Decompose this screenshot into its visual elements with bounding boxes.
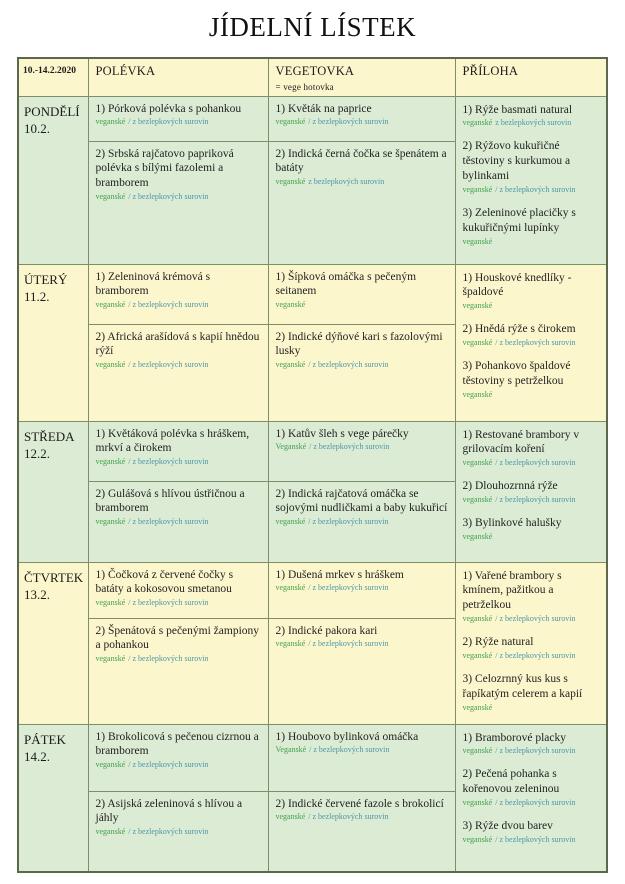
vegan-tag: veganské: [462, 237, 493, 247]
side-item: [463, 359, 602, 400]
dish-name: 2) Rýžovo kukuřičné těstoviny s kurkumou a bylinkami: [462, 140, 571, 183]
soup-2-cell: [88, 791, 268, 872]
side-item: [463, 206, 602, 247]
gluten-free-tag: / z bezlepkových surovin: [309, 745, 390, 755]
vegan-tag: veganské: [95, 827, 126, 837]
vegan-tag: Veganské: [275, 745, 307, 755]
vegan-tag: veganské: [462, 746, 493, 756]
side-item: [463, 139, 602, 195]
dish-name: 1) Květáková polévka s hráškem, mrkví a čirokem: [95, 427, 250, 455]
dish-tags: [463, 835, 602, 845]
dish-name: 3) Bylinkové halušky: [462, 517, 562, 530]
dish-name: 1) Zeleninová krémová s bramborem: [95, 270, 211, 298]
vegetovka-1-cell: [268, 264, 455, 324]
gluten-free-tag: / z bezlepkových surovin: [128, 598, 209, 608]
day-date: 12.2.: [24, 446, 50, 462]
dish-tags: [463, 703, 602, 713]
priloha-cell: [455, 264, 607, 421]
vegan-tag: veganské: [462, 532, 493, 542]
dish-tags: [463, 458, 602, 468]
dish-tags: [96, 117, 262, 127]
gluten-free-tag: / z bezlepkových surovin: [128, 457, 209, 467]
vegetovka-2-cell: [268, 141, 455, 264]
gluten-free-tag: / z bezlepkových surovin: [308, 812, 389, 822]
soup-2-cell: [88, 481, 268, 562]
vegan-tag: veganské: [462, 835, 493, 845]
dish-tags: [463, 746, 602, 756]
vegan-tag: veganské: [275, 300, 306, 310]
dish-name: 3) Celozrnný kus kus s řapíkatým celerem a kapií: [462, 673, 583, 701]
dish-tags: [276, 517, 449, 527]
vegan-tag: veganské: [275, 517, 306, 527]
dish-tags: [463, 237, 602, 247]
vegan-tag: veganské: [462, 495, 493, 505]
dish-name: 1) Houbovo bylinková omáčka: [275, 730, 419, 743]
gluten-free-tag: / z bezlepkových surovin: [309, 442, 390, 452]
dish-tags: [96, 598, 262, 608]
dish-name: 1) Bramborové placky: [462, 731, 566, 744]
gluten-free-tag: / z bezlepkových surovin: [128, 300, 209, 310]
dish-name: 2) Gulášová s hlívou ústřičnou a bramborem: [95, 487, 245, 515]
dish-tags: [463, 495, 602, 505]
vegetovka-1-cell: [268, 96, 455, 141]
day-cell-thursday: [18, 562, 88, 724]
vegan-tag: Veganské: [275, 442, 307, 452]
vegan-tag: veganské: [462, 301, 493, 311]
soup-1-cell: [88, 96, 268, 141]
day-cell-monday: [18, 96, 88, 264]
day-row-thursday: [18, 562, 607, 724]
vegan-tag: veganské: [95, 760, 126, 770]
dish-tags: [463, 185, 602, 195]
side-item: [463, 516, 602, 542]
priloha-cell: [455, 724, 607, 872]
dish-tags: [463, 301, 602, 311]
vegan-tag: veganské: [95, 117, 126, 127]
dish-name: 1) Čočková z červené čočky s batáty a kokosovou smetanou: [95, 568, 234, 596]
dish-name: 2) Hnědá rýže s čirokem: [462, 323, 576, 336]
gluten-free-tag: / z bezlepkových surovin: [495, 614, 576, 624]
dish-name: 1) Restované brambory v grilovacím koření: [462, 428, 580, 456]
day-name: PÁTEK: [24, 731, 66, 747]
header-col-vegetovka: [268, 58, 455, 96]
dish-tags: [463, 338, 602, 348]
dish-name: 1) Vařené brambory s kmínem, pažitkou a petrželkou: [462, 569, 562, 612]
soup-1-cell: [88, 562, 268, 618]
gluten-free-tag: / z bezlepkových surovin: [495, 798, 576, 808]
gluten-free-tag: / z bezlepkových surovin: [128, 192, 209, 202]
side-item: [463, 479, 602, 505]
dish-name: 1) Dušená mrkev s hráškem: [275, 568, 404, 581]
gluten-free-tag: / z bezlepkových surovin: [495, 185, 576, 195]
vegetovka-1-cell: [268, 562, 455, 618]
gluten-free-tag: / z bezlepkových surovin: [495, 746, 576, 756]
dish-name: 3) Pohankovo špaldové těstoviny s petrželkou: [462, 360, 571, 388]
dish-name: 2) Indická černá čočka se špenátem a batáty: [275, 147, 447, 175]
dish-name: 2) Srbská rajčatovo papriková polévka s bílými fazolemi a bramborem: [95, 147, 234, 190]
dish-tags: [276, 360, 449, 370]
dish-tags: [463, 798, 602, 808]
page-title: JÍDELNÍ LÍSTEK: [208, 12, 417, 42]
header-col-soup: POLÉVKA: [88, 58, 268, 96]
vegan-tag: veganské: [462, 703, 493, 713]
gluten-free-tag: / z bezlepkových surovin: [128, 760, 209, 770]
gluten-free-tag: / z bezlepkových surovin: [308, 639, 389, 649]
vegan-tag: veganské: [462, 118, 493, 128]
day-date: 14.2.: [24, 749, 50, 765]
side-item: [463, 672, 602, 713]
soup-2-cell: [88, 618, 268, 724]
dish-tags: [276, 300, 449, 310]
menu-table: [17, 57, 608, 873]
vegan-tag: veganské: [95, 192, 126, 202]
day-name: ÚTERÝ: [24, 271, 68, 287]
soup-1-cell: [88, 724, 268, 791]
vegan-tag: veganské: [462, 458, 493, 468]
header-col-vegetovka-label: VEGETOVKA: [275, 64, 355, 78]
gluten-free-tag: / z bezlepkových surovin: [128, 517, 209, 527]
day-row-tuesday: [18, 264, 607, 421]
vegan-tag: veganské: [95, 300, 126, 310]
vegan-tag: veganské: [275, 812, 306, 822]
dish-name: 2) Pečená pohanka s kořenovou zeleninou: [462, 768, 560, 796]
dish-tags: [96, 517, 262, 527]
vegan-tag: veganské: [275, 639, 306, 649]
soup-2-cell: [88, 324, 268, 421]
day-name: ČTVRTEK: [24, 569, 84, 585]
gluten-free-tag: / z bezlepkových surovin: [128, 654, 209, 664]
dish-name: 1) Šípková omáčka s pečeným seitanem: [275, 270, 417, 298]
soup-1-cell: [88, 421, 268, 481]
side-item: [463, 428, 602, 469]
dish-name: 2) Indická rajčatová omáčka se sojovými nudličkami a baby kukuřicí: [275, 487, 448, 515]
dish-name: 1) Houskové knedlíky - špaldové: [462, 271, 572, 299]
dish-name: 1) Rýže basmati natural: [462, 103, 573, 116]
gluten-free-tag: / z bezlepkových surovin: [128, 360, 209, 370]
dish-tags: [463, 614, 602, 624]
vegan-tag: veganské: [275, 360, 306, 370]
dish-tags: [96, 300, 262, 310]
vegetovka-2-cell: [268, 618, 455, 724]
dish-tags: [276, 442, 449, 452]
dish-tags: [96, 760, 262, 770]
dish-name: 1) Pórková polévka s pohankou: [95, 102, 242, 115]
gluten-free-tag: / z bezlepkových surovin: [308, 583, 389, 593]
vegetovka-2-cell: [268, 324, 455, 421]
vegetovka-1-cell: [268, 421, 455, 481]
dish-tags: [96, 192, 262, 202]
dish-tags: [463, 118, 602, 128]
day-date: 10.2.: [24, 121, 50, 137]
gluten-free-tag: / z bezlepkových surovin: [308, 360, 389, 370]
gluten-free-tag: / z bezlepkových surovin: [495, 495, 576, 505]
day-date: 13.2.: [24, 587, 50, 603]
dish-tags: [463, 532, 602, 542]
vegan-tag: veganské: [95, 598, 126, 608]
gluten-free-tag: / z bezlepkových surovin: [495, 651, 576, 661]
header-col-vegetovka-sub: = vege hotovka: [275, 82, 334, 92]
dish-tags: [276, 812, 449, 822]
priloha-cell: [455, 421, 607, 562]
dish-name: 2) Africká arašídová s kapií hnědou rýží: [95, 330, 260, 358]
gluten-free-tag: / z bezlepkových surovin: [495, 835, 576, 845]
vegan-tag: veganské: [95, 654, 126, 664]
day-row-wednesday: [18, 421, 607, 562]
dish-name: 1) Květák na paprice: [275, 102, 372, 115]
dish-name: 2) Indické pakora kari: [275, 624, 378, 637]
side-item: [463, 819, 602, 845]
header-date-range: 10.-14.2.2020: [18, 58, 88, 96]
vegan-tag: veganské: [462, 798, 493, 808]
dish-tags: [276, 639, 449, 649]
dish-name: 2) Asijská zeleninová s hlívou a jáhly: [95, 797, 243, 825]
dish-tags: [276, 177, 449, 187]
dish-tags: [463, 390, 602, 400]
dish-name: 2) Dlouhozrnná rýže: [462, 480, 558, 493]
dish-name: 3) Rýže dvou barev: [462, 820, 553, 833]
day-cell-tuesday: [18, 264, 88, 421]
gluten-free-tag: / z bezlepkových surovin: [495, 338, 576, 348]
dish-tags: [276, 745, 449, 755]
dish-name: 2) Rýže natural: [462, 636, 534, 649]
gluten-free-tag: / z bezlepkových surovin: [128, 117, 209, 127]
vegan-tag: veganské: [95, 517, 126, 527]
vegetovka-2-cell: [268, 481, 455, 562]
vegan-tag: veganské: [275, 177, 306, 187]
gluten-free-tag: / z bezlepkových surovin: [308, 117, 389, 127]
gluten-free-tag: z bezlepkových surovin: [495, 118, 572, 128]
dish-name: 3) Zeleninové placičky s kukuřičnými lupínky: [462, 207, 576, 235]
vegetovka-2-cell: [268, 791, 455, 872]
dish-tags: [463, 651, 602, 661]
gluten-free-tag: / z bezlepkových surovin: [128, 827, 209, 837]
day-date: 11.2.: [24, 289, 50, 305]
dish-name: 1) Brokolicová s pečenou cizrnou a bramborem: [95, 730, 259, 758]
dish-name: 2) Indické červené fazole s brokolicí: [275, 797, 444, 810]
header-col-priloha: PŘÍLOHA: [455, 58, 607, 96]
soup-1-cell: [88, 264, 268, 324]
side-item: [463, 767, 602, 808]
side-item: [463, 322, 602, 348]
day-name: STŘEDA: [24, 428, 75, 444]
dish-tags: [276, 117, 449, 127]
priloha-cell: [455, 562, 607, 724]
priloha-cell: [455, 96, 607, 264]
side-item: [463, 731, 602, 757]
dish-tags: [276, 583, 449, 593]
dish-name: 2) Indické dýňové kari s fazolovými lusky: [275, 330, 443, 358]
gluten-free-tag: z bezlepkových surovin: [308, 177, 385, 187]
side-item: [463, 569, 602, 625]
table-header: [18, 58, 607, 96]
day-row-monday: [18, 96, 607, 264]
day-cell-friday: [18, 724, 88, 872]
gluten-free-tag: / z bezlepkových surovin: [308, 517, 389, 527]
dish-tags: [96, 654, 262, 664]
side-item: [463, 635, 602, 661]
vegetovka-1-cell: [268, 724, 455, 791]
vegan-tag: veganské: [95, 457, 126, 467]
vegan-tag: veganské: [462, 185, 493, 195]
side-item: [463, 103, 602, 129]
vegan-tag: veganské: [275, 583, 306, 593]
vegan-tag: veganské: [462, 338, 493, 348]
soup-2-cell: [88, 141, 268, 264]
day-row-friday: [18, 724, 607, 872]
day-cell-wednesday: [18, 421, 88, 562]
vegan-tag: veganské: [462, 651, 493, 661]
vegan-tag: veganské: [95, 360, 126, 370]
vegan-tag: veganské: [275, 117, 306, 127]
gluten-free-tag: / z bezlepkových surovin: [495, 458, 576, 468]
vegan-tag: veganské: [462, 390, 493, 400]
vegan-tag: veganské: [462, 614, 493, 624]
dish-name: 1) Katův šleh s vege párečky: [275, 427, 409, 440]
dish-tags: [96, 360, 262, 370]
dish-tags: [96, 457, 262, 467]
dish-tags: [96, 827, 262, 837]
dish-name: 2) Špenátová s pečenými žampiony a pohankou: [95, 624, 260, 652]
day-name: PONDĚLÍ: [24, 103, 80, 119]
side-item: [463, 271, 602, 312]
